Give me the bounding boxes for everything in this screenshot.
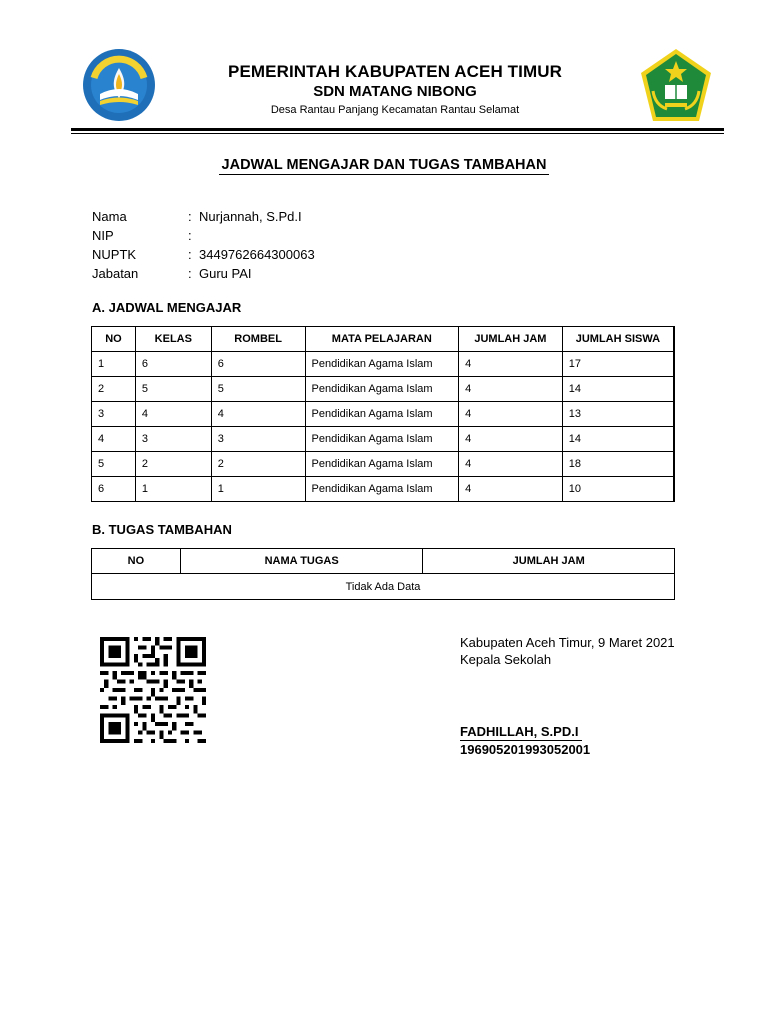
table-row: [92, 352, 675, 377]
table-cell: 2: [135, 452, 211, 477]
identity-row: [92, 228, 315, 247]
identity-block: [92, 209, 315, 285]
signature-name: FADHILLAH, S.PD.I: [460, 724, 582, 741]
table-cell: 4: [135, 402, 211, 427]
qr-code: [100, 636, 206, 744]
teaching-schedule-table: [91, 326, 675, 502]
table-cell: 2: [211, 452, 305, 477]
table-cell: 5: [211, 377, 305, 402]
column-header: JUMLAH JAM: [459, 327, 563, 352]
table-cell: 1: [135, 477, 211, 502]
table-cell: 4: [459, 402, 563, 427]
table-cell: 14: [562, 427, 674, 452]
table-row: [92, 377, 675, 402]
identity-key: NIP: [92, 228, 114, 243]
column-header: KELAS: [135, 327, 211, 352]
table-cell: 4: [92, 427, 136, 452]
column-header: JUMLAH JAM: [423, 549, 675, 574]
table-cell: 6: [135, 352, 211, 377]
table-cell: 5: [92, 452, 136, 477]
table-row: [92, 477, 675, 502]
table-cell: 10: [562, 477, 674, 502]
column-header: NO: [92, 549, 181, 574]
identity-value: 3449762664300063: [199, 247, 315, 262]
identity-row: [92, 266, 315, 285]
tut-wuri-handayani-logo: [82, 48, 156, 122]
identity-key: Nama: [92, 209, 127, 224]
column-header: MATA PELAJARAN: [305, 327, 459, 352]
table-cell: Pendidikan Agama Islam: [305, 402, 459, 427]
table-cell: 18: [562, 452, 674, 477]
table-cell: 3: [211, 427, 305, 452]
table-cell: 6: [211, 352, 305, 377]
table-cell: 3: [135, 427, 211, 452]
table-cell: 17: [562, 352, 674, 377]
document-title-text: JADWAL MENGAJAR DAN TUGAS TAMBAHAN: [219, 157, 550, 175]
identity-value: Nurjannah, S.Pd.I: [199, 209, 302, 224]
signature-role: Kepala Sekolah: [460, 652, 552, 667]
identity-colon: :: [188, 209, 192, 224]
table-cell: 4: [459, 352, 563, 377]
table-cell: Pendidikan Agama Islam: [305, 452, 459, 477]
table-cell: Pendidikan Agama Islam: [305, 377, 459, 402]
identity-colon: :: [188, 228, 192, 243]
table-cell: 4: [459, 452, 563, 477]
header-rule-thin: [71, 133, 724, 134]
table-cell: 6: [92, 477, 136, 502]
table-cell: 1: [92, 352, 136, 377]
column-header: ROMBEL: [211, 327, 305, 352]
identity-key: Jabatan: [92, 266, 139, 281]
header-rule-thick: [71, 128, 724, 131]
table-cell: Pendidikan Agama Islam: [305, 352, 459, 377]
signature-place-date: Kabupaten Aceh Timur, 9 Maret 2021: [460, 635, 675, 650]
table-row: [92, 427, 675, 452]
table-row: [92, 574, 675, 600]
column-header: JUMLAH SISWA: [562, 327, 674, 352]
identity-row: [92, 247, 315, 266]
identity-colon: :: [188, 266, 192, 281]
table-header-row: [92, 327, 675, 352]
identity-value: Guru PAI: [199, 266, 252, 281]
table-cell: Pendidikan Agama Islam: [305, 427, 459, 452]
section-b-title: B. TUGAS TAMBAHAN: [92, 522, 232, 537]
document-title: [0, 156, 768, 174]
table-cell: 1: [211, 477, 305, 502]
identity-row: [92, 209, 315, 228]
table-cell: 14: [562, 377, 674, 402]
table-cell: Pendidikan Agama Islam: [305, 477, 459, 502]
table-cell: 13: [562, 402, 674, 427]
header-government: PEMERINTAH KABUPATEN ACEH TIMUR: [228, 62, 562, 81]
column-header: NAMA TUGAS: [180, 549, 423, 574]
table-cell: 2: [92, 377, 136, 402]
kemenag-logo: [637, 47, 715, 125]
table-row: [92, 452, 675, 477]
table-cell: 5: [135, 377, 211, 402]
table-cell: 4: [211, 402, 305, 427]
table-cell: 4: [459, 427, 563, 452]
header-address: Desa Rantau Panjang Kecamatan Rantau Selamat: [270, 104, 520, 116]
identity-key: NUPTK: [92, 247, 137, 262]
table-cell: 3: [92, 402, 136, 427]
table-cell: 4: [459, 477, 563, 502]
table-cell: 4: [459, 377, 563, 402]
signature-nip: 196905201993052001: [460, 742, 591, 757]
section-a-title: A. JADWAL MENGAJAR: [92, 300, 242, 315]
column-header: NO: [92, 327, 136, 352]
additional-duties-table: [91, 548, 675, 600]
table-row: [92, 402, 675, 427]
header-school-name: SDN MATANG NIBONG: [313, 83, 477, 100]
table-header-row: [92, 549, 675, 574]
empty-state-cell: Tidak Ada Data: [92, 574, 675, 600]
identity-colon: :: [188, 247, 192, 262]
